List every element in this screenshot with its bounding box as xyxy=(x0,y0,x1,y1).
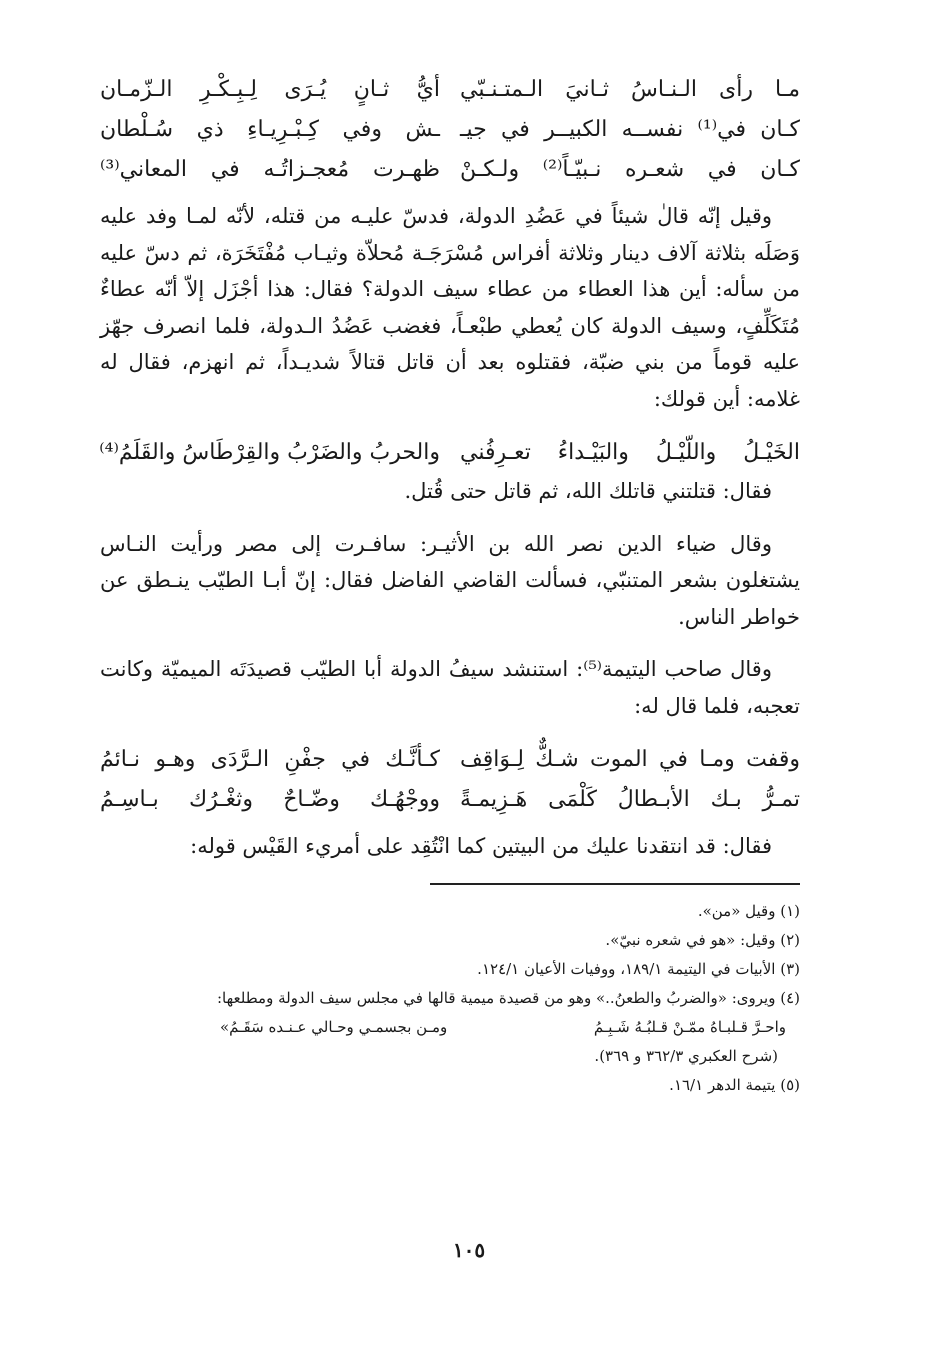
footnote: (٥) يتيمة الدهر ١٦/١. xyxy=(669,1075,800,1094)
verse-hemistich: أيُّ ثـانٍ يُـرَى لِـبِـكْـرِ الـزّمـان xyxy=(100,77,440,102)
verse-hemistich: وقفت ومـا في الموت شـكٌّ لِـوَاقِف xyxy=(460,747,800,772)
verse-hemistich: ـش وفي كِـبْـرِيـاءِ ذي سُـلْطان xyxy=(100,117,440,142)
verse-hemistich: ووجْهُـك وضّـاحٌ وثغْـرُك بـاسِـمُ xyxy=(100,787,440,812)
page-number: ١٠٥ xyxy=(452,1238,486,1262)
verse-line xyxy=(100,150,800,190)
paragraph: وقال صاحب اليتيمة⁽⁵⁾: استنشد سيفُ الدولة أبا الطيّب قصيدَتَه الميميّة وكانت تعجبه، فلما قال له: xyxy=(100,657,800,718)
verse-hemistich: كـان في شعـره نـبيّـاً⁽²⁾ ولـكـنْ xyxy=(460,157,800,182)
footnote: (٢) وقيل: «هو في شعره نبيّ». xyxy=(605,930,800,949)
verses-bottom xyxy=(100,740,800,820)
page-body xyxy=(100,70,800,1100)
verse-hemistich: تمـرُّ بـك الأبـطالُ كَلْمَى هَـزِيمـةً xyxy=(460,787,800,812)
paragraph: فقال: قد انتقدنا عليك من البيتين كما انْتُقِد على أمريء القَيْس قوله: xyxy=(190,834,772,858)
paragraph: وقال ضياء الدين نصر الله بن الأثيـر: سافـرت إلى مصر ورأيت النـاس يشتغلون بشعر المتنبّي، فسألت القاضي الفاضل فقال: إنّ أبـا الطيّب ينـطق عن خواطر الناس. xyxy=(100,531,800,629)
paragraph: فقال: قتلتني قاتلك الله، ثم قاتل حتى قُتل. xyxy=(404,479,772,503)
verse-hemistich: كـأنَّـك في جفْنِ الـرَّدَى وهـو نـائمُ xyxy=(100,747,440,772)
footnote-verse xyxy=(100,1013,800,1042)
footnote-hemistich: ومـن بجسمـي وحـالي عـنـده سَقَـمُ» xyxy=(220,1017,448,1036)
verse-hemistich: كـان في⁽¹⁾ نفســه الكبيــر في جيـ xyxy=(460,117,801,142)
footnote: (٤) ويروى: «والضربُ والطعنُ..» وهو من قصيدة ميمية قالها في مجلس سيف الدولة ومطلعها: xyxy=(217,988,800,1007)
verses-top xyxy=(100,70,800,190)
paragraph: وقيل إنّه قالٰ شيئاً في عَضُدِ الدولة، فدسّ عليـه من قتله، لأنّه لمـا وفد عليه وَصَلَه بثلاثة آلاف دينار وثلاثة أفراس مُسْرَجَـة مُحلاّة وثيـاب مُفْتَخَرَة، ثم دسّ عليه من سأله: أين هذا العطاء من عطاء سيف الدولة؟ فقال: هذا أجْزَل إلاّ أنّه عطاءٌ مُتَكَلِّفٍ، وسيف الدولة كان يُعطي طبْعـاً، فغضب عَضُدُ الـدولة، فلما انصرف جهّز عليه قوماً من بني ضبّة، فقتلوه بعد أن قاتل قتالاً شديـداً، ثم انهزم، فقال له غلامه: أين قولك: xyxy=(100,204,800,411)
footnote-hemistich: واحـرَّ قـلبـاهُ ممّـنْ قـلبُـهُ شَـبِـمُ xyxy=(593,1017,786,1036)
verse-line xyxy=(100,110,800,150)
footnote: (١) وقيل «من». xyxy=(697,901,800,920)
verse-hemistich: ظهـرت مُعجـزاتُـه في المعاني⁽³⁾ xyxy=(100,157,440,182)
verse-hemistich: مـا رأى الـنـاسُ ثـانيَ الـمتـنـبّي xyxy=(460,77,800,102)
footnotes xyxy=(100,897,800,1100)
verse-line xyxy=(100,70,800,110)
verse-line xyxy=(100,740,800,780)
footnote-source: (شرح العكبري ٣٦٢/٣ و ٣٦٩). xyxy=(594,1046,778,1065)
verse-line xyxy=(100,433,800,473)
verse-line xyxy=(100,780,800,820)
footnote-divider xyxy=(430,883,800,885)
footnote: (٣) الأبيات في اليتيمة ١٨٩/١، ووفيات الأعيان ١٢٤/١. xyxy=(477,959,800,978)
verse-hemistich: والحربُ والضَرْبُ والقِرْطَاسُ والقَلَمُ⁽⁴⁾ xyxy=(99,440,440,465)
verse-hemistich: الخَيْـلُ واللّيْـلُ والبَيْـداءُ تعـرِفُني xyxy=(460,440,800,465)
